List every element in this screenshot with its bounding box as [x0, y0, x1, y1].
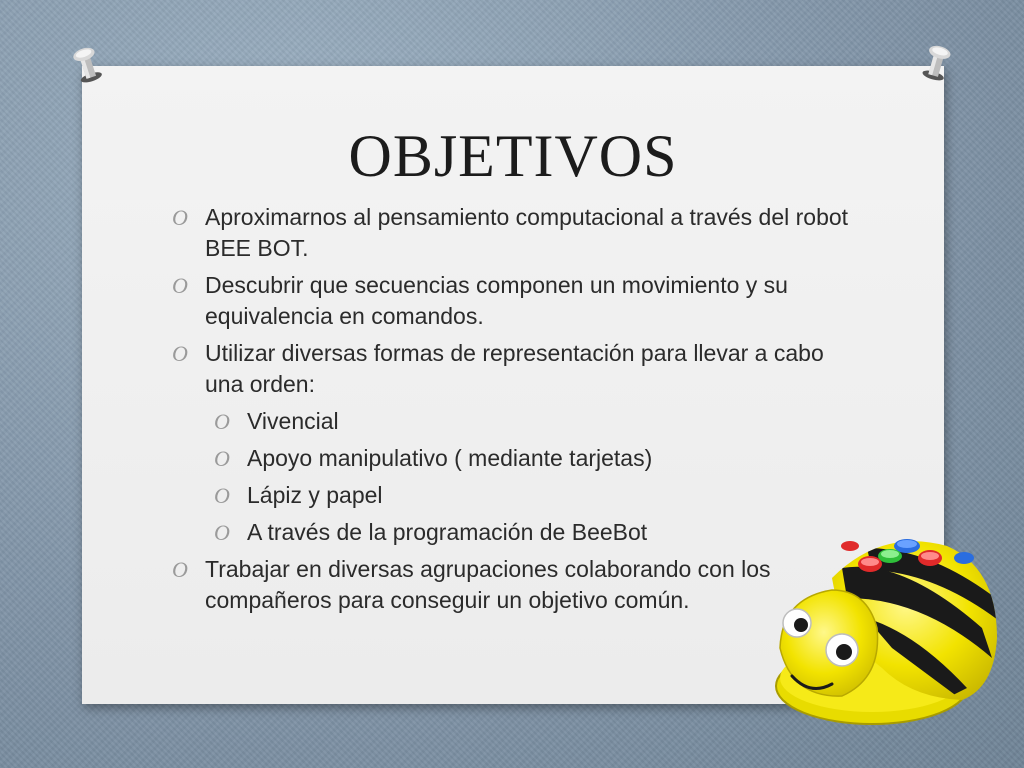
bullet-marker-icon: O: [214, 409, 230, 434]
slide-title: OBJETIVOS: [348, 123, 678, 189]
list-item-text: A través de la programación de BeeBot: [247, 519, 648, 545]
list-item: [172, 338, 862, 400]
bullet-marker-icon: O: [172, 341, 188, 366]
beebot-robot-icon: [772, 528, 1002, 728]
bullet-marker-icon: O: [214, 483, 230, 508]
bullet-marker-icon: O: [214, 446, 230, 471]
list-item: [172, 202, 862, 264]
bullet-marker-icon: O: [214, 520, 230, 545]
list-item-text: Aproximarnos al pensamiento computacional a través del robot BEE BOT.: [205, 204, 849, 261]
list-item-text: Descubrir que secuencias componen un movimiento y su equivalencia en comandos.: [205, 272, 788, 329]
sub-list-item: [214, 480, 862, 511]
bullet-marker-icon: O: [172, 273, 188, 298]
list-item-text: Vivencial: [247, 408, 339, 434]
list-item-text: Trabajar en diversas agrupaciones colaborando con los compañeros para conseguir un objetivo común.: [205, 556, 771, 613]
list-item: [172, 554, 862, 616]
list-item-text: Lápiz y papel: [247, 482, 383, 508]
list-item-text: Apoyo manipulativo ( mediante tarjetas): [247, 445, 653, 471]
objectives-list: [172, 202, 862, 622]
bullet-marker-icon: O: [172, 205, 188, 230]
list-item-text: Utilizar diversas formas de representación para llevar a cabo una orden:: [205, 340, 824, 397]
sub-list-item: [214, 443, 862, 474]
sub-list-item: [214, 406, 862, 437]
sub-list-item: [214, 517, 862, 548]
push-pin-icon: [917, 39, 957, 86]
list-item: [172, 270, 862, 332]
bullet-marker-icon: O: [172, 557, 188, 582]
